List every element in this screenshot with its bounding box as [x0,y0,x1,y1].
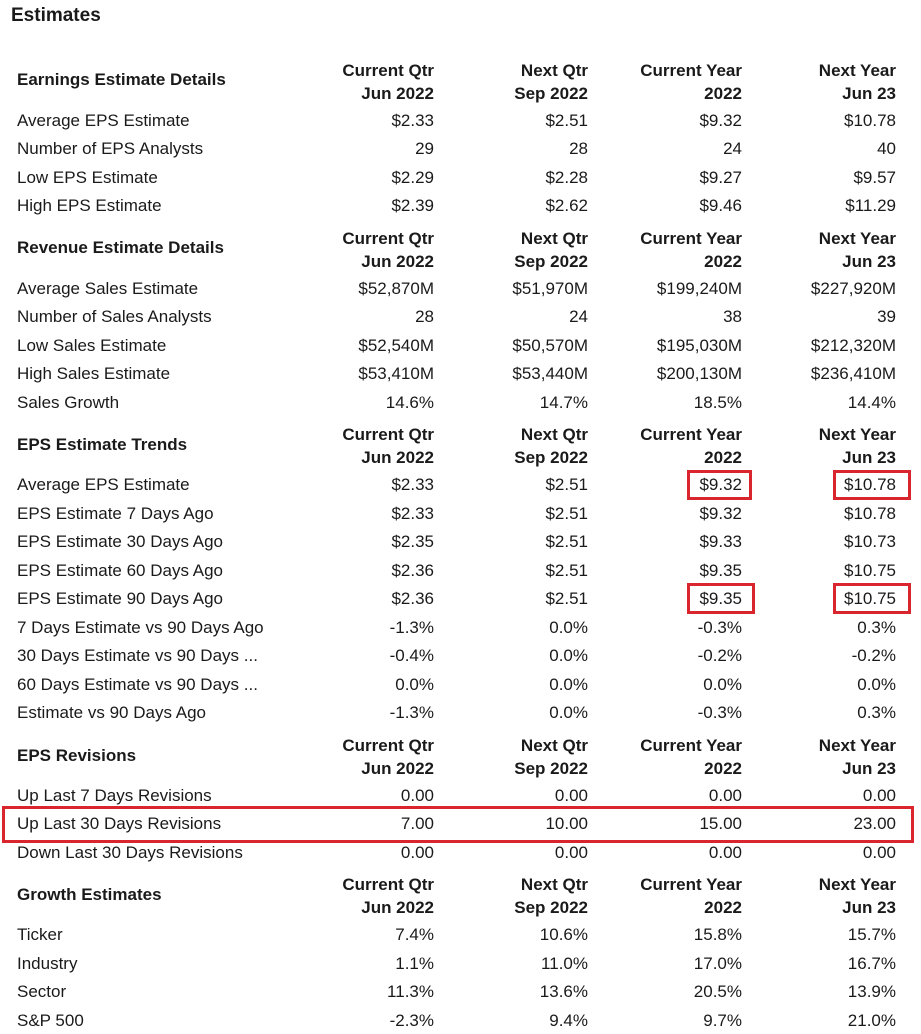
highlight-box-avg-eps-next-year [833,470,911,500]
column-header-next-year [819,874,896,919]
column-header-date: 2022 [704,83,742,103]
cell-current-year: 18.5% [693,393,742,412]
column-header-period: Current Qtr [342,875,434,894]
cell-next-qtr: $50,570M [512,336,588,355]
column-header-next-qtr [514,228,588,273]
cell-next-year: $227,920M [810,279,896,298]
section-title-revenue: Revenue Estimate Details [17,238,224,257]
column-header-period: Next Year [818,875,896,894]
column-header-period: Next Qtr [520,736,588,755]
section-title-growth: Growth Estimates [17,885,162,904]
cell-current-qtr: 11.3% [387,982,434,1001]
cell-current-qtr: $2.29 [391,168,434,187]
column-header-period: Next Year [818,61,896,80]
column-header-period: Next Qtr [520,875,588,894]
column-header-period: Next Qtr [520,425,588,444]
column-header-date: Sep 2022 [514,83,588,103]
column-header-current-qtr [342,874,434,919]
section-title-earnings: Earnings Estimate Details [17,70,226,89]
column-header-period: Current Qtr [342,229,434,248]
row-label: Sales Growth [17,393,120,412]
row-label: Average EPS Estimate [17,111,190,130]
cell-current-year: $9.35 [699,589,742,608]
column-header-period: Next Year [818,425,896,444]
cell-next-qtr: 0.0% [549,703,588,722]
cell-current-qtr: $52,870M [358,279,434,298]
column-header-date: Sep 2022 [514,251,588,271]
cell-next-qtr: 13.6% [539,982,588,1001]
cell-current-qtr: $2.39 [391,196,434,215]
cell-current-year: 17.0% [693,954,742,973]
cell-current-year: $9.46 [699,196,742,215]
cell-next-year: $212,320M [810,336,896,355]
cell-current-qtr: $53,410M [358,364,434,383]
column-header-date: Jun 2022 [361,83,434,103]
column-header-period: Current Year [640,229,742,248]
cell-next-qtr: 0.0% [549,646,588,665]
row-label: 60 Days Estimate vs 90 Days ... [17,675,258,694]
cell-current-qtr: 14.6% [385,393,434,412]
cell-next-year: 15.7% [847,925,896,944]
row-label: EPS Estimate 30 Days Ago [17,532,223,551]
cell-current-year: 38 [723,307,742,326]
column-header-current-year [640,874,742,919]
row-label: Average Sales Estimate [17,279,199,298]
cell-next-qtr: $51,970M [512,279,588,298]
cell-next-year: $236,410M [810,364,896,383]
cell-current-qtr: 0.0% [395,675,434,694]
cell-next-qtr: $2.51 [545,475,588,494]
cell-next-year: 13.9% [847,982,896,1001]
highlight-box-avg-eps-current-year [687,470,752,500]
cell-current-year: $9.32 [699,504,742,523]
column-header-current-year [640,735,742,780]
cell-next-year: $10.78 [844,475,896,494]
column-header-period: Current Year [640,736,742,755]
cell-current-year: $9.33 [699,532,742,551]
row-label: Up Last 7 Days Revisions [17,786,212,805]
cell-next-qtr: 24 [569,307,588,326]
cell-next-year: 0.3% [857,618,896,637]
cell-next-year: 0.00 [862,843,896,862]
cell-current-qtr: $2.33 [391,475,434,494]
cell-next-qtr: $2.51 [545,589,588,608]
row-label: S&P 500 [17,1011,84,1030]
cell-current-qtr: 0.00 [400,843,434,862]
cell-next-qtr: $2.51 [545,532,588,551]
row-label: Down Last 30 Days Revisions [17,843,243,862]
cell-current-year: 20.5% [693,982,742,1001]
cell-next-year: 40 [877,139,896,158]
cell-next-qtr: 0.0% [549,618,588,637]
column-header-date: 2022 [704,758,742,778]
cell-current-qtr: $2.36 [391,589,434,608]
cell-next-qtr: 10.00 [545,814,588,833]
column-header-current-qtr [342,60,434,105]
column-header-next-qtr [514,735,588,780]
cell-next-year: 0.0% [857,675,896,694]
cell-current-year: 24 [723,139,742,158]
cell-current-qtr: 28 [415,307,434,326]
cell-current-year: $9.27 [699,168,742,187]
column-header-next-year [819,424,896,469]
cell-next-year: $10.73 [844,532,896,551]
cell-next-year: -0.2% [851,646,896,665]
column-header-next-qtr [514,874,588,919]
cell-next-year: 39 [877,307,896,326]
cell-current-qtr: -0.4% [389,646,434,665]
column-header-period: Next Year [818,229,896,248]
row-label: Average EPS Estimate [17,475,190,494]
row-label: High Sales Estimate [17,364,171,383]
cell-current-year: 15.8% [693,925,742,944]
cell-current-qtr: $2.35 [391,532,434,551]
cell-next-qtr: 28 [569,139,588,158]
cell-next-qtr: 0.00 [554,786,588,805]
row-label: EPS Estimate 60 Days Ago [17,561,223,580]
cell-next-year: 14.4% [847,393,896,412]
row-label: Industry [17,954,78,973]
column-header-next-qtr [514,424,588,469]
cell-current-year: 0.00 [708,786,742,805]
cell-current-qtr: 1.1% [395,954,434,973]
column-header-date: Jun 2022 [361,758,434,778]
cell-current-qtr: 7.00 [400,814,434,833]
cell-current-year: $9.35 [699,561,742,580]
row-label: 7 Days Estimate vs 90 Days Ago [17,618,264,637]
column-header-next-year [819,228,896,273]
column-header-current-year [640,424,742,469]
column-header-date: 2022 [704,251,742,271]
column-header-next-year [819,735,896,780]
cell-current-qtr: $2.36 [391,561,434,580]
row-label: 30 Days Estimate vs 90 Days ... [17,646,258,665]
column-header-date: Sep 2022 [514,897,588,917]
cell-current-qtr: 29 [415,139,434,158]
column-header-date: 2022 [704,897,742,917]
cell-current-qtr: $2.33 [391,504,434,523]
column-header-date: 2022 [704,447,742,467]
cell-next-qtr: $2.28 [545,168,588,187]
cell-next-qtr: 9.4% [549,1011,588,1030]
cell-current-year: 0.0% [703,675,742,694]
column-header-period: Current Qtr [342,425,434,444]
cell-current-year: $200,130M [656,364,742,383]
section-title-trends: EPS Estimate Trends [17,435,188,454]
cell-next-qtr: 10.6% [539,925,588,944]
cell-next-qtr: $2.62 [545,196,588,215]
cell-next-year: 16.7% [847,954,896,973]
cell-current-qtr: -1.3% [389,703,434,722]
cell-next-year: $11.29 [845,196,896,215]
cell-next-year: $10.75 [844,561,896,580]
column-header-date: Jun 23 [842,758,896,778]
cell-current-qtr: 7.4% [395,925,434,944]
row-label: Number of Sales Analysts [17,307,212,326]
column-header-next-qtr [514,60,588,105]
cell-next-qtr: 0.00 [554,843,588,862]
cell-next-year: 21.0% [847,1011,896,1030]
column-header-date: Jun 23 [842,83,896,103]
cell-current-qtr: -1.3% [389,618,434,637]
column-header-next-year [819,60,896,105]
row-label: High EPS Estimate [17,196,162,215]
cell-current-qtr: 0.00 [400,786,434,805]
column-header-current-qtr [342,228,434,273]
row-label: EPS Estimate 90 Days Ago [17,589,223,608]
row-label: Number of EPS Analysts [17,139,204,158]
highlight-box-eps-90d-current-year [687,583,755,614]
cell-next-qtr: 11.0% [541,954,588,973]
column-header-date: Jun 2022 [361,897,434,917]
column-header-date: Jun 23 [842,447,896,467]
column-header-date: Jun 2022 [361,251,434,271]
column-header-period: Current Qtr [342,61,434,80]
cell-current-year: -0.3% [697,703,742,722]
row-label: Low EPS Estimate [17,168,158,187]
cell-next-year: $9.57 [853,168,896,187]
cell-current-year: -0.2% [697,646,742,665]
cell-next-qtr: $2.51 [545,111,588,130]
cell-current-qtr: $2.33 [391,111,434,130]
cell-current-qtr: $52,540M [358,336,434,355]
cell-current-qtr: -2.3% [389,1011,434,1030]
row-label: Low Sales Estimate [17,336,167,355]
cell-next-qtr: $2.51 [545,504,588,523]
column-header-current-qtr [342,424,434,469]
row-label: Sector [17,982,67,1001]
column-header-current-year [640,228,742,273]
cell-next-year: $10.78 [844,504,896,523]
cell-current-year: 0.00 [708,843,742,862]
column-header-current-qtr [342,735,434,780]
row-label: Estimate vs 90 Days Ago [17,703,206,722]
cell-current-year: $9.32 [699,111,742,130]
row-label: Up Last 30 Days Revisions [17,814,222,833]
cell-next-year: 0.00 [862,786,896,805]
column-header-date: Sep 2022 [514,758,588,778]
column-header-date: Jun 2022 [361,447,434,467]
cell-next-qtr: $2.51 [545,561,588,580]
cell-next-year: $10.78 [844,111,896,130]
cell-next-year: 0.3% [857,703,896,722]
cell-next-year: $10.75 [844,589,896,608]
column-header-period: Current Year [640,425,742,444]
cell-next-qtr: $53,440M [512,364,588,383]
cell-next-year: 23.00 [853,814,896,833]
column-header-period: Current Year [640,875,742,894]
cell-current-year: 15.00 [699,814,742,833]
column-header-date: Jun 23 [842,897,896,917]
column-header-period: Next Qtr [520,229,588,248]
column-header-date: Jun 23 [842,251,896,271]
cell-next-qtr: 0.0% [549,675,588,694]
column-header-date: Sep 2022 [514,447,588,467]
highlight-box-up-last-30-days-row [2,806,914,843]
column-header-period: Next Qtr [520,61,588,80]
cell-next-qtr: 14.7% [539,393,588,412]
cell-current-year: $9.32 [699,475,742,494]
column-header-current-year [640,60,742,105]
column-header-period: Current Qtr [342,736,434,755]
cell-current-year: -0.3% [697,618,742,637]
cell-current-year: 9.7% [703,1011,742,1030]
highlight-box-eps-90d-next-year [833,583,911,614]
row-label: Ticker [17,925,63,944]
column-header-period: Current Year [640,61,742,80]
page-title: Estimates [11,5,101,26]
column-header-period: Next Year [818,736,896,755]
section-title-revisions: EPS Revisions [17,746,137,765]
cell-current-year: $195,030M [656,336,742,355]
row-label: EPS Estimate 7 Days Ago [17,504,214,523]
cell-current-year: $199,240M [656,279,742,298]
